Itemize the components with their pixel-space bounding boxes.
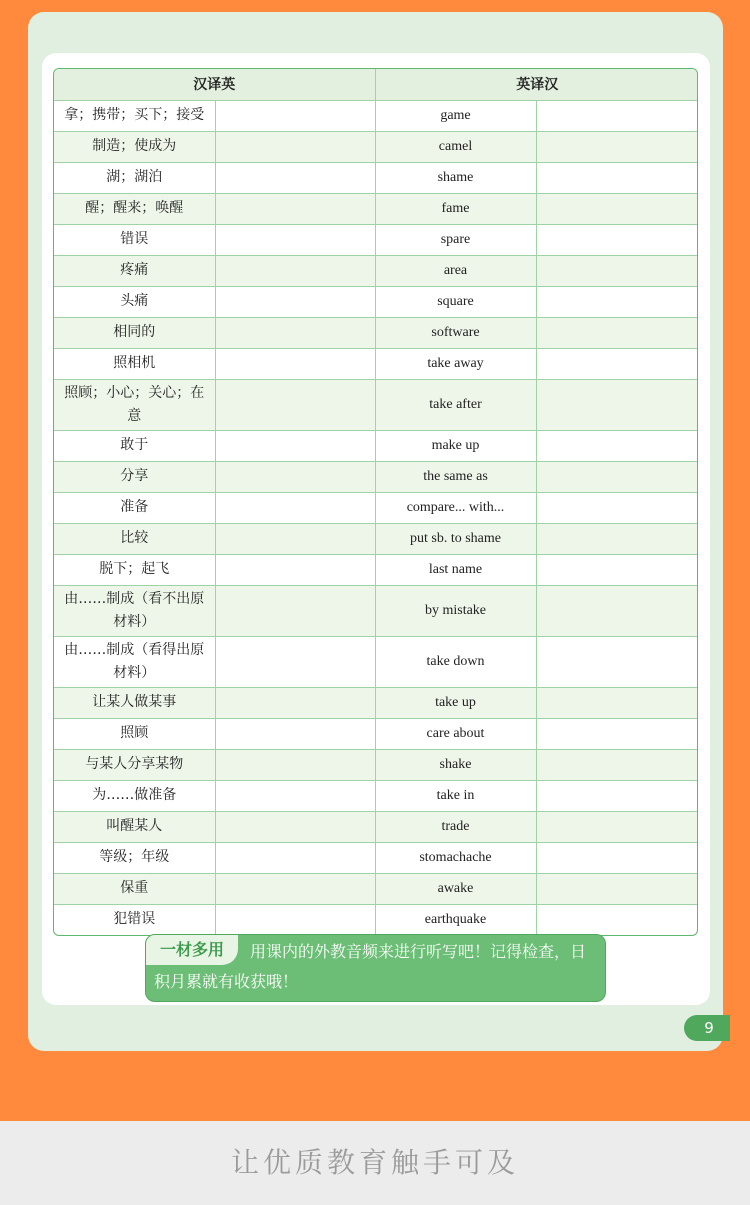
english-answer-blank[interactable]: [215, 162, 375, 193]
chinese-answer-blank[interactable]: [536, 585, 698, 636]
chinese-term: 为……做准备: [54, 780, 215, 811]
table-row: [54, 224, 698, 255]
english-term: make up: [375, 430, 536, 461]
chinese-answer-blank[interactable]: [536, 523, 698, 554]
english-term: awake: [375, 873, 536, 904]
table-row: [54, 687, 698, 718]
english-term: shake: [375, 749, 536, 780]
chinese-answer-blank[interactable]: [536, 193, 698, 224]
table-row: [54, 162, 698, 193]
chinese-term: 头痛: [54, 286, 215, 317]
table-row: [54, 286, 698, 317]
chinese-term: 让某人做某事: [54, 687, 215, 718]
english-answer-blank[interactable]: [215, 348, 375, 379]
chinese-answer-blank[interactable]: [536, 131, 698, 162]
table-row: [54, 718, 698, 749]
english-term: take in: [375, 780, 536, 811]
english-answer-blank[interactable]: [215, 842, 375, 873]
table-row: [54, 430, 698, 461]
english-term: compare... with...: [375, 492, 536, 523]
english-answer-blank[interactable]: [215, 379, 375, 430]
english-answer-blank[interactable]: [215, 224, 375, 255]
chinese-term: 分享: [54, 461, 215, 492]
table-row: [54, 780, 698, 811]
chinese-term: 保重: [54, 873, 215, 904]
english-answer-blank[interactable]: [215, 523, 375, 554]
table-row: [54, 379, 698, 430]
chinese-term: 与某人分享某物: [54, 749, 215, 780]
chinese-term: 拿；携带；买下；接受: [64, 107, 205, 123]
english-answer-blank[interactable]: [215, 100, 375, 131]
header-english-to-chinese: 英译汉: [375, 69, 698, 100]
chinese-term: 醒；醒来；唤醒: [54, 193, 215, 224]
english-answer-blank[interactable]: [215, 780, 375, 811]
table-row: [54, 873, 698, 904]
english-term: shame: [375, 162, 536, 193]
page-number: 9: [684, 1015, 730, 1041]
chinese-term: 疼痛: [54, 255, 215, 286]
chinese-term: 由……制成（看得出原材料）: [54, 636, 215, 687]
english-answer-blank[interactable]: [215, 585, 375, 636]
chinese-answer-blank[interactable]: [536, 780, 698, 811]
english-answer-blank[interactable]: [215, 811, 375, 842]
table-row: [54, 811, 698, 842]
chinese-term: 准备: [54, 492, 215, 523]
chinese-term: 制造；使成为: [54, 131, 215, 162]
chinese-answer-blank[interactable]: [536, 286, 698, 317]
english-term: take down: [375, 636, 536, 687]
table-row: [54, 523, 698, 554]
table-row: [54, 492, 698, 523]
chinese-answer-blank[interactable]: [536, 255, 698, 286]
english-term: fame: [375, 193, 536, 224]
chinese-term: 相同的: [54, 317, 215, 348]
english-term: spare: [375, 224, 536, 255]
chinese-term: 敢于: [54, 430, 215, 461]
tip-tag: 一材多用: [146, 935, 238, 965]
english-answer-blank[interactable]: [215, 492, 375, 523]
english-term: last name: [375, 554, 536, 585]
english-answer-blank[interactable]: [215, 193, 375, 224]
table-row: [54, 317, 698, 348]
chinese-answer-blank[interactable]: [536, 873, 698, 904]
english-term: camel: [375, 131, 536, 162]
chinese-answer-blank[interactable]: [536, 687, 698, 718]
chinese-answer-blank[interactable]: [536, 430, 698, 461]
chinese-term: 照顾: [54, 718, 215, 749]
table-body: [54, 100, 698, 935]
english-answer-blank[interactable]: [215, 636, 375, 687]
english-answer-blank[interactable]: [215, 554, 375, 585]
chinese-answer-blank[interactable]: [536, 554, 698, 585]
chinese-answer-blank[interactable]: [536, 904, 698, 935]
chinese-term: 照相机: [54, 348, 215, 379]
chinese-term: 比较: [54, 523, 215, 554]
english-answer-blank[interactable]: [215, 317, 375, 348]
footer-bar: [0, 1121, 750, 1205]
chinese-answer-blank[interactable]: [536, 842, 698, 873]
english-answer-blank[interactable]: [215, 718, 375, 749]
english-term: earthquake: [375, 904, 536, 935]
table-row: [54, 842, 698, 873]
english-term: by mistake: [375, 585, 536, 636]
english-term: square: [375, 286, 536, 317]
chinese-answer-blank[interactable]: [536, 348, 698, 379]
english-term: put sb. to shame: [375, 523, 536, 554]
english-answer-blank[interactable]: [215, 461, 375, 492]
english-term: care about: [375, 718, 536, 749]
english-answer-blank[interactable]: [215, 687, 375, 718]
table-row: [54, 461, 698, 492]
table-row: [54, 100, 698, 131]
english-answer-blank[interactable]: [215, 749, 375, 780]
chinese-answer-blank[interactable]: [536, 492, 698, 523]
chinese-term: 由……制成（看不出原材料）: [54, 585, 215, 636]
chinese-answer-blank[interactable]: [536, 461, 698, 492]
chinese-answer-blank[interactable]: [536, 100, 698, 131]
chinese-term: 照顾；小心；关心；在意: [54, 379, 215, 430]
chinese-term: 错误: [54, 224, 215, 255]
chinese-answer-blank[interactable]: [536, 811, 698, 842]
english-answer-blank[interactable]: [215, 131, 375, 162]
english-term: take away: [375, 348, 536, 379]
tip-box: [145, 934, 606, 1002]
table-row: [54, 636, 698, 687]
chinese-term: 湖；湖泊: [54, 162, 215, 193]
english-answer-blank[interactable]: [215, 255, 375, 286]
chinese-term: 等级；年级: [54, 842, 215, 873]
chinese-answer-blank[interactable]: [536, 749, 698, 780]
english-term: area: [375, 255, 536, 286]
english-term: trade: [375, 811, 536, 842]
table-row: [54, 749, 698, 780]
vocabulary-table: [53, 68, 698, 936]
table-row: [54, 131, 698, 162]
chinese-answer-blank[interactable]: [536, 224, 698, 255]
english-answer-blank[interactable]: [215, 430, 375, 461]
english-answer-blank[interactable]: [215, 286, 375, 317]
tip-text: 用课内的外教音频来进行听写吧！记得检查，日积月累就有收获哦！: [154, 942, 587, 991]
table-row: [54, 585, 698, 636]
chinese-answer-blank[interactable]: [536, 317, 698, 348]
english-answer-blank[interactable]: [215, 904, 375, 935]
english-term: game: [375, 100, 536, 131]
chinese-answer-blank[interactable]: [536, 718, 698, 749]
header-chinese-to-english: 汉译英: [54, 69, 375, 100]
footer-slogan: 让优质教育触手可及: [230, 1146, 519, 1179]
chinese-answer-blank[interactable]: [536, 379, 698, 430]
table-row: [54, 554, 698, 585]
english-term: take after: [375, 379, 536, 430]
chinese-answer-blank[interactable]: [536, 636, 698, 687]
chinese-answer-blank[interactable]: [536, 162, 698, 193]
chinese-term: 犯错误: [54, 904, 215, 935]
table-row: [54, 348, 698, 379]
english-term: software: [375, 317, 536, 348]
english-answer-blank[interactable]: [215, 873, 375, 904]
chinese-term: 叫醒某人: [54, 811, 215, 842]
table-row: [54, 255, 698, 286]
english-term: the same as: [375, 461, 536, 492]
english-term: stomachache: [375, 842, 536, 873]
chinese-term: 脱下；起飞: [54, 554, 215, 585]
table-row: [54, 193, 698, 224]
table-row: [54, 904, 698, 935]
english-term: take up: [375, 687, 536, 718]
